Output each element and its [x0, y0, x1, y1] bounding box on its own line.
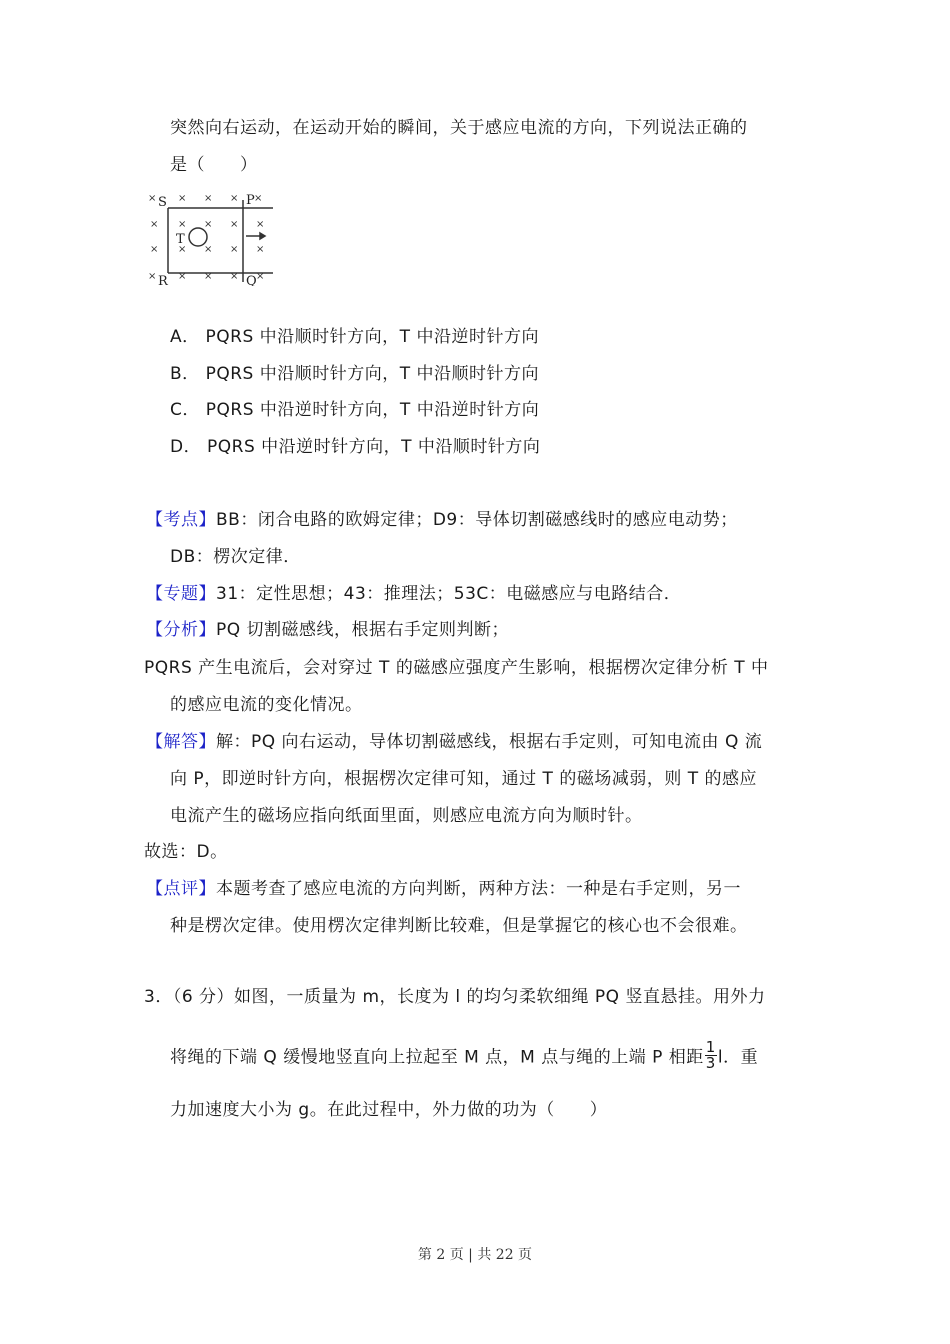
dianping-tag: 【点评】: [146, 879, 216, 899]
svg-text:×: ×: [178, 219, 187, 230]
svg-text:×: ×: [254, 193, 263, 204]
option-b: [170, 362, 539, 386]
option-c: [170, 398, 539, 422]
question3-text: 将绳的下端 Q 缓慢地竖直向上拉起至 M 点，M 点与绳的上端 P 相距: [170, 1047, 704, 1068]
fenxi-text-cont: PQRS 产生电流后，会对穿过 T 的磁感应强度产生影响，根据楞次定律分析 T 中: [144, 658, 769, 678]
magnetic-field-circuit-diagram: [146, 186, 276, 286]
question3-line: 力加速度大小为 g。在此过程中，外力做的功为（ ）: [170, 1100, 608, 1120]
kaodian-tag: 【考点】: [146, 510, 216, 530]
option-text: PQRS 中沿顺时针方向，T 中沿顺时针方向: [205, 364, 540, 384]
option-d: [170, 435, 540, 459]
svg-text:×: ×: [178, 244, 187, 255]
fenxi-section: [146, 618, 509, 642]
fraction-numerator: 1: [705, 1038, 716, 1056]
dianping-text-cont: 种是楞次定律。使用楞次定律判断比较难，但是掌握它的核心也不会很难。: [170, 916, 748, 936]
option-a: [170, 325, 539, 349]
option-text: PQRS 中沿逆时针方向，T 中沿逆时针方向: [205, 400, 540, 420]
jieda-tag: 【解答】: [146, 732, 216, 752]
svg-text:×: ×: [204, 193, 213, 204]
question3-text: l．重: [717, 1047, 759, 1068]
jieda-text: 解：PQ 向右运动，导体切割磁感线，根据右手定则，可知电流由 Q 流: [216, 732, 763, 752]
answer-choice: 故选：D。: [144, 842, 228, 862]
question-stem-line: 突然向右运动，在运动开始的瞬间，关于感应电流的方向，下列说法正确的: [170, 118, 748, 138]
zhuanti-section: [146, 582, 681, 606]
option-label: D．: [170, 437, 202, 457]
question3-line: 3．（6 分）如图，一质量为 m，长度为 l 的均匀柔软细绳 PQ 竖直悬挂。用外力: [144, 987, 766, 1007]
kaodian-text: BB：闭合电路的欧姆定律；D9：导体切割磁感线时的感应电动势；: [216, 510, 738, 530]
jieda-text-cont: 电流产生的磁场应指向纸面里面，则感应电流方向为顺时针。: [170, 806, 643, 826]
svg-text:×: ×: [256, 244, 265, 255]
svg-text:×: ×: [178, 271, 187, 282]
svg-text:×: ×: [204, 244, 213, 255]
question3-line: [170, 1038, 759, 1073]
fenxi-text-cont: 的感应电流的变化情况。: [170, 695, 363, 715]
svg-text:×: ×: [204, 219, 213, 230]
svg-text:P: P: [246, 193, 255, 208]
svg-text:×: ×: [204, 271, 213, 282]
page-footer: 第 2 页 | 共 22 页: [417, 1247, 533, 1263]
svg-text:×: ×: [256, 219, 265, 230]
circuit-figure: [146, 186, 276, 286]
option-label: C．: [170, 400, 200, 420]
jieda-text-cont: 向 P，即逆时针方向，根据楞次定律可知，通过 T 的磁场减弱，则 T 的感应: [170, 769, 758, 789]
svg-text:×: ×: [230, 193, 239, 204]
option-text: PQRS 中沿逆时针方向，T 中沿顺时针方向: [207, 437, 541, 457]
option-label: B．: [170, 364, 200, 384]
fenxi-tag: 【分析】: [146, 620, 216, 640]
svg-text:×: ×: [148, 271, 157, 282]
svg-text:×: ×: [230, 271, 239, 282]
kaodian-text-cont: DB：楞次定律．: [170, 547, 301, 567]
svg-text:×: ×: [148, 193, 157, 204]
jieda-section: [146, 730, 762, 754]
option-text: PQRS 中沿顺时针方向，T 中沿逆时针方向: [205, 327, 539, 347]
fraction-denominator: 3: [705, 1054, 716, 1072]
zhuanti-text: 31：定性思想；43：推理法；53C：电磁感应与电路结合．: [216, 584, 682, 604]
zhuanti-tag: 【专题】: [146, 584, 216, 604]
svg-text:T: T: [176, 232, 185, 247]
dianping-section: [146, 877, 741, 901]
svg-text:R: R: [158, 274, 168, 286]
svg-text:×: ×: [178, 193, 187, 204]
svg-text:×: ×: [150, 244, 159, 255]
svg-text:Q: Q: [246, 274, 257, 286]
dianping-text: 本题考查了感应电流的方向判断，两种方法：一种是右手定则，另一: [216, 879, 741, 899]
svg-text:×: ×: [230, 219, 239, 230]
svg-text:×: ×: [256, 271, 265, 282]
svg-text:×: ×: [230, 244, 239, 255]
question-stem-line: 是（ ）: [170, 155, 258, 175]
kaodian-section: [146, 508, 738, 532]
svg-text:S: S: [158, 195, 167, 210]
option-label: A．: [170, 327, 200, 347]
fenxi-text: PQ 切割磁感线，根据右手定则判断；: [216, 620, 510, 640]
fraction: [705, 1040, 717, 1071]
svg-text:×: ×: [150, 219, 159, 230]
